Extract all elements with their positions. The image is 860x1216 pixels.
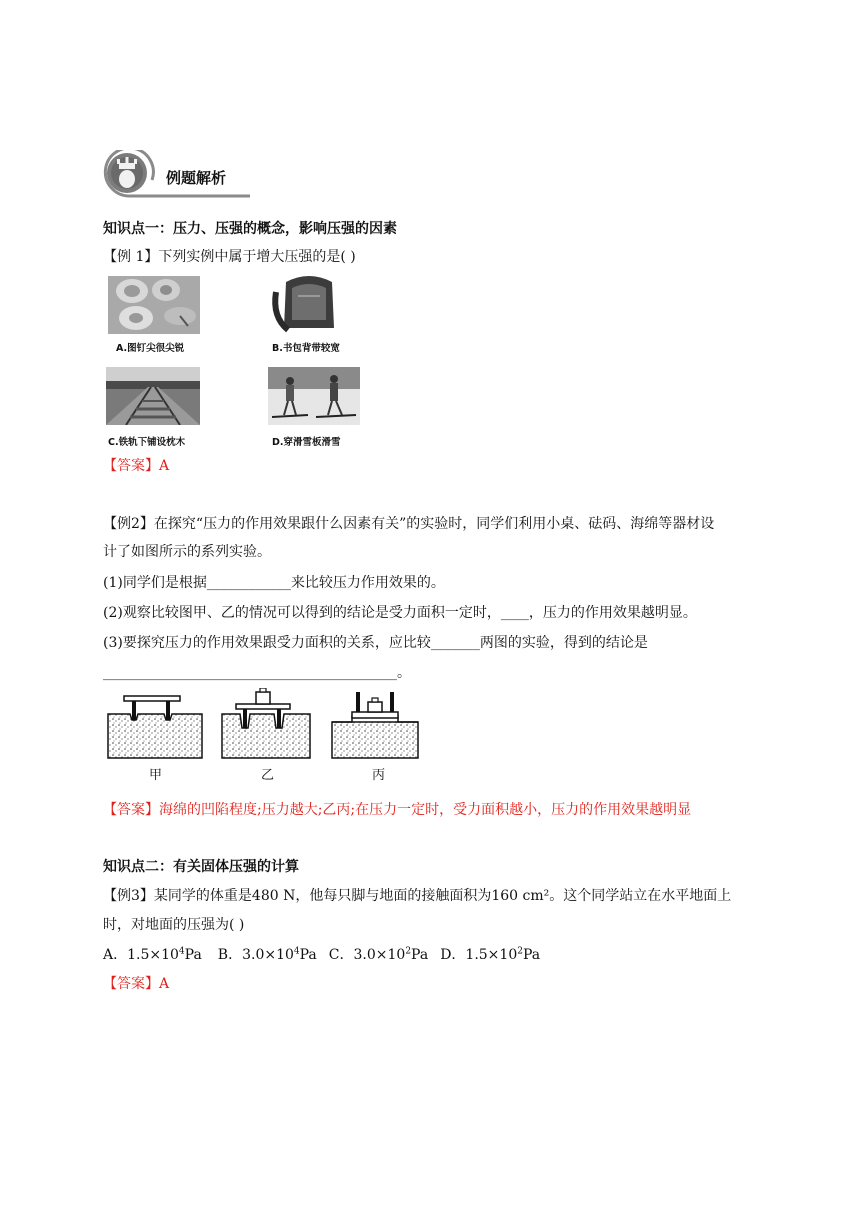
backpack-image: [268, 272, 350, 334]
figure-label-bing: 丙: [372, 768, 386, 783]
example-2-q3: (3)要探究压力的作用效果跟受力面积的关系，应比较_______两图的实验，得到的结论是: [103, 635, 648, 651]
example-2-line-2: 计了如图所示的系列实验。: [103, 544, 271, 560]
knowledge-point-2-title: 知识点二：有关固体压强的计算: [103, 859, 299, 875]
example-2-q1: (1)同学们是根据____________来比较压力作用效果的。: [103, 575, 445, 591]
railway-image: [106, 367, 200, 425]
example-2-q2: (2)观察比较图甲、乙的情况可以得到的结论是受力面积一定时，____，压力的作用效果越明显。: [103, 605, 697, 621]
example-1-answer: 【答案】A: [103, 458, 170, 474]
figure-label-yi: 乙: [261, 768, 275, 783]
example-2-q3-blank: __________________________________________。: [103, 665, 411, 681]
caption-a: A.图钉尖很尖锐: [116, 343, 185, 354]
example-3-line-2: 时，对地面的压强为( ): [103, 917, 245, 933]
example-3-line-1: 【例3】某同学的体重是480 N，他每只脚与地面的接触面积为160 cm²。这个同学站立在水平地面上: [103, 888, 732, 904]
option-b: B．$3.0\times 10^4Pa$: [217, 946, 317, 963]
caption-d: D.穿滑雪板滑雪: [272, 437, 341, 448]
thumbtack-image: [108, 276, 200, 334]
example-3-options: [103, 945, 540, 965]
option-d: D．$1.5\times 10^2Pa$: [440, 946, 541, 963]
example-1-question: 【例 1】下列实例中属于增大压强的是( ): [103, 249, 356, 265]
skiing-image: [268, 367, 360, 425]
option-c: C．$3.0\times 10^2Pa$: [328, 946, 429, 963]
caption-b: B.书包背带较宽: [272, 343, 340, 354]
figure-label-jia: 甲: [149, 768, 163, 783]
section-title: 例题解析: [166, 169, 227, 187]
option-a: A．$1.5\times 10^4Pa$: [103, 946, 202, 963]
knowledge-point-1-title: 知识点一：压力、压强的概念，影响压强的因素: [103, 221, 397, 237]
example-2-answer: 【答案】海绵的凹陷程度;压力越大;乙丙;在压力一定时，受力面积越小，压力的作用效果越明显: [103, 802, 692, 818]
caption-c: C.铁轨下铺设枕木: [108, 437, 186, 448]
example-2-line-1: 【例2】在探究“压力的作用效果跟什么因素有关”的实验时，同学们利用小桌、砝码、海绵等器材设: [103, 516, 715, 532]
example-3-answer: 【答案】A: [103, 976, 170, 992]
